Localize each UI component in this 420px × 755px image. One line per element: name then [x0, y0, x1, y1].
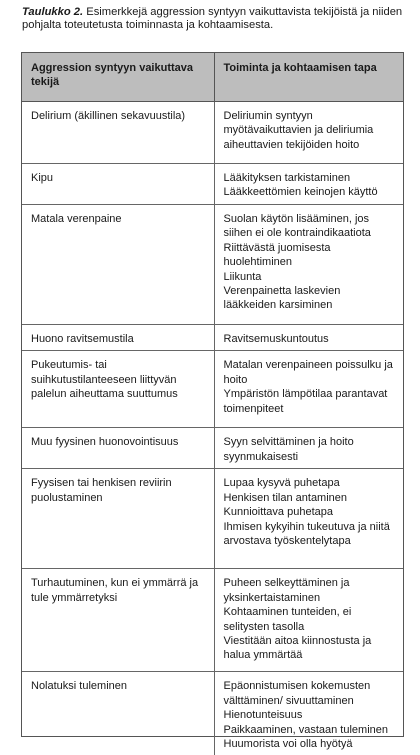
action-cell [214, 469, 403, 569]
action-item: Paikkaaminen, vastaan tuleminen [224, 723, 396, 737]
table-row [22, 469, 403, 569]
action-cell [214, 569, 403, 672]
action-cell [214, 325, 403, 351]
action-item: Hienotunteisuus [224, 708, 396, 722]
action-item: Ihmisen kykyihin tukeutuva ja niitä arvostava työskentelytapa [224, 520, 396, 549]
action-item: Viestitään aitoa kiinnostusta ja halua ymmärtää [224, 634, 396, 663]
factor-cell: Turhautuminen, kun ei ymmärrä ja tule ymmärretyksi [22, 569, 214, 672]
action-item: Epäonnistumisen kokemusten välttäminen/ sivuuttaminen [224, 679, 396, 708]
action-item: Liikunta [224, 270, 396, 284]
table-row [22, 205, 403, 325]
action-item: Lupaa kysyvä puhetapa [224, 476, 396, 490]
factor-cell: Fyysisen tai henkisen reviirin puolustaminen [22, 469, 214, 569]
action-cell [214, 164, 403, 205]
table-row [22, 102, 403, 164]
action-item: Kohtaaminen tunteiden, ei selitysten tasolla [224, 605, 396, 634]
action-item: Verenpainetta laskevien lääkkeiden karsiminen [224, 284, 396, 313]
action-cell [214, 351, 403, 428]
action-item: Puheen selkeyttäminen ja yksinkertaistaminen [224, 576, 396, 605]
action-cell [214, 102, 403, 164]
table-row [22, 569, 403, 672]
action-item: Lääkityksen tarkistaminen [224, 171, 396, 185]
table-caption [22, 6, 407, 32]
action-item: Matalan verenpaineen poissulku ja hoito [224, 358, 396, 387]
action-item: Riittävästä juomisesta huolehtiminen [224, 241, 396, 270]
aggression-factors-table [21, 52, 404, 737]
header-action: Toiminta ja kohtaamisen tapa [214, 53, 403, 102]
action-item: Ravitsemuskuntoutus [224, 332, 396, 346]
table-row [22, 164, 403, 205]
factor-cell: Delirium (äkillinen sekavuustila) [22, 102, 214, 164]
caption-text: Esimerkkejä aggression syntyyn vaikuttavista tekijöistä ja niiden pohjalta toteutetusta toiminnasta ja kohtaamisesta. [22, 6, 402, 31]
action-item: Huumorista voi olla hyötyä [224, 737, 396, 751]
table-row [22, 325, 403, 351]
action-item: Deliriumin syntyyn myötävaikuttavien ja deliriumia aiheuttavien tekijöiden hoito [224, 109, 396, 152]
table-row [22, 351, 403, 428]
action-item: Suolan käytön lisääminen, jos siihen ei ole kontraindikaatiota [224, 212, 396, 241]
action-cell [214, 428, 403, 469]
factor-cell: Muu fyysinen huonovointisuus [22, 428, 214, 469]
action-item: Syyn selvittäminen ja hoito syynmukaisesti [224, 435, 396, 464]
factor-cell: Nolatuksi tuleminen [22, 672, 214, 755]
header-factor: Aggression syntyyn vaikuttava tekijä [22, 53, 214, 102]
factor-cell: Pukeutumis- tai suihkutustilanteeseen liittyvän palelun aiheuttama suuttumus [22, 351, 214, 428]
action-cell [214, 672, 403, 755]
action-item: Ympäristön lämpötilaa parantavat toimenpiteet [224, 387, 396, 416]
table-row [22, 672, 403, 755]
table-row [22, 428, 403, 469]
action-cell [214, 205, 403, 325]
factor-cell: Matala verenpaine [22, 205, 214, 325]
factor-cell: Kipu [22, 164, 214, 205]
action-item: Lääkkeettömien keinojen käyttö [224, 185, 396, 199]
action-item: Henkisen tilan antaminen [224, 491, 396, 505]
table-body [22, 102, 403, 755]
factor-cell: Huono ravitsemustila [22, 325, 214, 351]
caption-label: Taulukko 2. [22, 6, 83, 18]
action-item: Kunnioittava puhetapa [224, 505, 396, 519]
table-header-row [22, 53, 403, 102]
